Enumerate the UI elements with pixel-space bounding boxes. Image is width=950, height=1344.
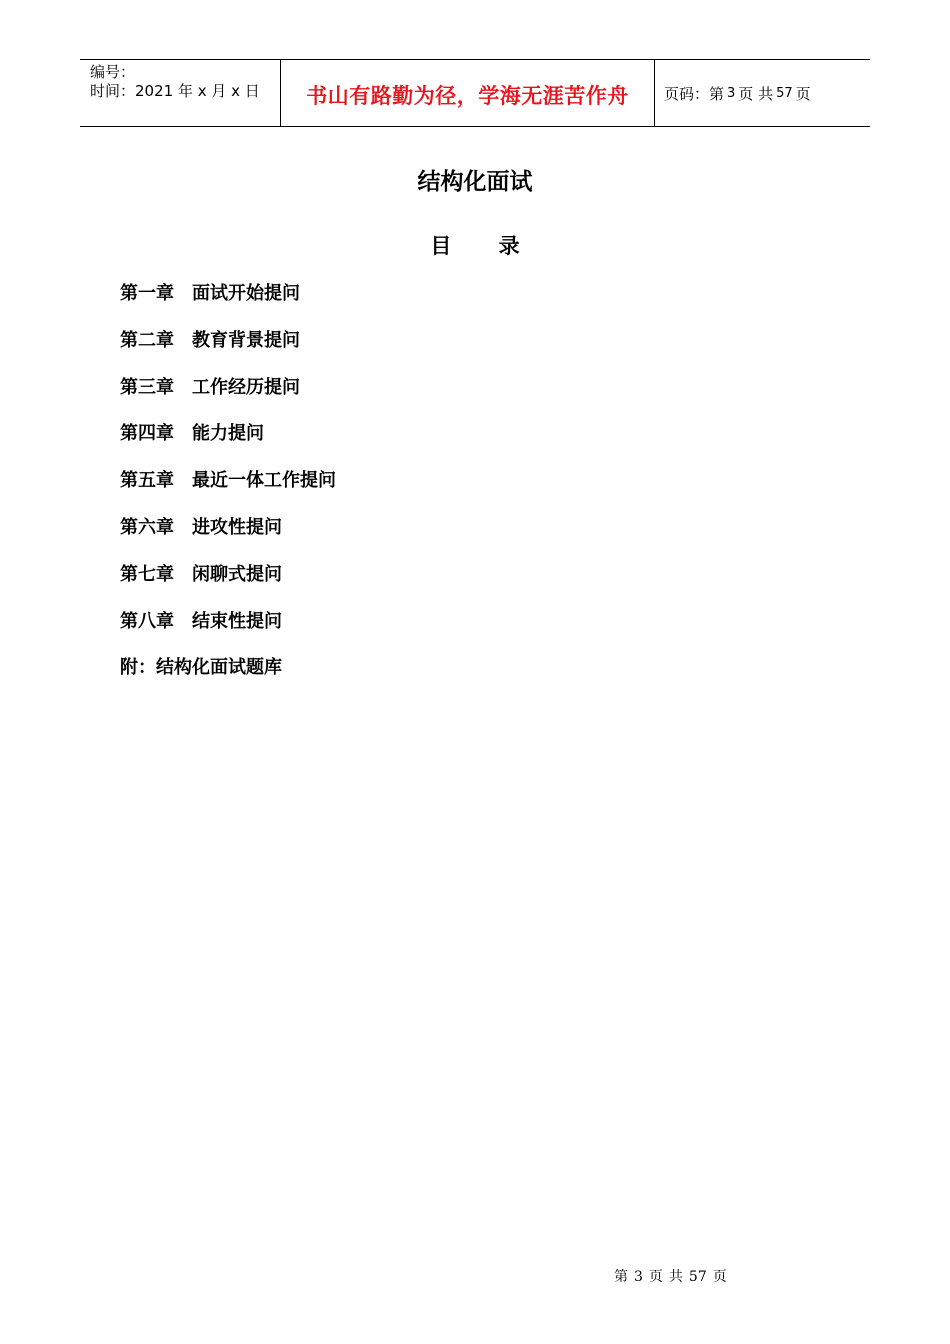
header-meta-cell	[80, 60, 281, 126]
toc-chapter-title: 进攻性提问	[192, 516, 282, 538]
toc-chapter-title: 面试开始提问	[192, 283, 300, 304]
page-footer	[614, 1266, 733, 1286]
toc-item-appendix[interactable]	[120, 655, 720, 702]
document-title: 结构化面试	[417, 169, 533, 195]
toc-item[interactable]	[120, 421, 720, 468]
toc-item[interactable]	[120, 515, 720, 562]
toc-chapter-title: 闲聊式提问	[192, 563, 282, 585]
toc-item[interactable]	[120, 562, 720, 609]
toc-heading: 目 录	[430, 234, 540, 258]
toc-chapter-title: 工作经历提问	[192, 376, 300, 398]
toc-item[interactable]	[120, 468, 720, 515]
header-motto-cell	[281, 60, 655, 126]
page-total: 57	[776, 85, 793, 101]
toc-chapter-title: 教育背景提问	[192, 329, 300, 351]
page-mid: 页 共	[738, 84, 774, 103]
footer-word: 共	[668, 1269, 683, 1285]
footer-word: 第	[614, 1269, 628, 1285]
toc-chapter-number: 第七章	[120, 563, 174, 585]
header-page-cell	[655, 60, 870, 126]
table-of-contents	[120, 281, 720, 702]
toc-chapter-number: 第二章	[120, 329, 174, 351]
toc-appendix-title: 附：结构化面试题库	[120, 657, 282, 679]
motto-text: 书山有路勤为径，学海无涯苦作舟	[306, 84, 629, 108]
footer-word: 页	[648, 1269, 663, 1285]
page-suffix: 页	[795, 84, 811, 103]
toc-chapter-number: 第三章	[120, 376, 174, 398]
toc-chapter-number: 第六章	[120, 516, 174, 538]
toc-item[interactable]	[120, 281, 720, 328]
toc-chapter-number: 第一章	[120, 283, 174, 304]
toc-chapter-title: 结束性提问	[192, 610, 282, 632]
time-line: 时间：2021 年 x 月 x 日	[90, 82, 260, 100]
page-header	[80, 59, 870, 127]
toc-item[interactable]	[120, 609, 720, 656]
footer-total-pages: 57	[688, 1269, 707, 1285]
toc-chapter-number: 第五章	[120, 470, 174, 492]
toc-chapter-title: 最近一体工作提问	[192, 470, 336, 492]
serial-number-label: 编号：	[90, 63, 136, 81]
toc-item[interactable]	[120, 328, 720, 375]
toc-chapter-title: 能力提问	[192, 423, 264, 445]
page-prefix: 页码：第	[664, 84, 725, 103]
toc-chapter-number: 第八章	[120, 610, 174, 632]
toc-chapter-number: 第四章	[120, 423, 174, 445]
footer-word: 页	[712, 1269, 727, 1285]
footer-current-page: 3	[634, 1269, 643, 1285]
page-current: 3	[727, 85, 736, 101]
toc-item[interactable]	[120, 375, 720, 422]
